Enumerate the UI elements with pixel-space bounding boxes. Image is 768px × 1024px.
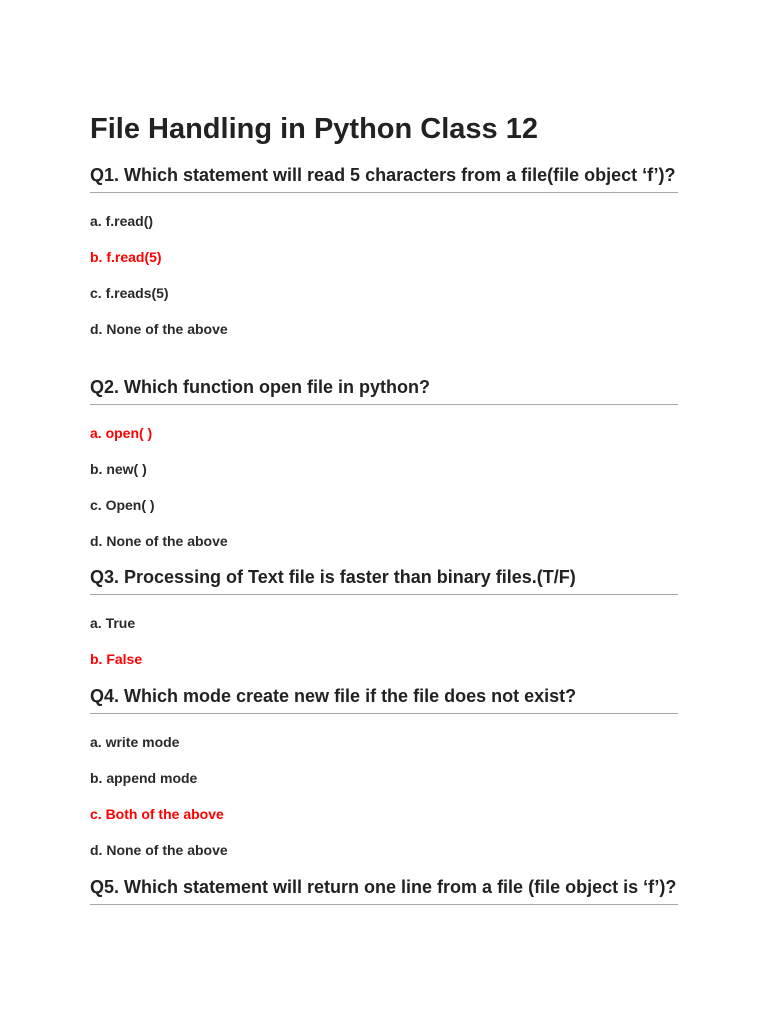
page-title: File Handling in Python Class 12	[90, 113, 538, 145]
option-list	[90, 614, 678, 668]
question-3	[90, 566, 678, 668]
option-correct: b. False	[90, 651, 143, 667]
option: d. None of the above	[90, 533, 228, 549]
option: a. f.read()	[90, 213, 154, 229]
option: d. None of the above	[90, 321, 228, 337]
question-text: Q3. Processing of Text file is faster than binary files.(T/F)	[90, 566, 678, 595]
option: d. None of the above	[90, 842, 228, 858]
option: a. write mode	[90, 734, 180, 750]
question-5	[90, 876, 678, 905]
option-list	[90, 733, 678, 859]
option-correct: a. open( )	[90, 425, 153, 441]
option: c. Open( )	[90, 497, 155, 513]
question-text: Q2. Which function open file in python?	[90, 376, 678, 405]
question-text: Q4. Which mode create new file if the file does not exist?	[90, 685, 678, 714]
option-correct: b. f.read(5)	[90, 249, 162, 265]
question-text: Q5. Which statement will return one line from a file (file object is ‘f’)?	[90, 876, 678, 905]
question-4	[90, 685, 678, 859]
question-1	[90, 164, 678, 338]
option-correct: c. Both of the above	[90, 806, 224, 822]
question-2	[90, 376, 678, 550]
option-list	[90, 424, 678, 550]
option: b. new( )	[90, 461, 147, 477]
option: a. True	[90, 615, 136, 631]
option: c. f.reads(5)	[90, 285, 169, 301]
question-text: Q1. Which statement will read 5 characters from a file(file object ‘f’)?	[90, 164, 678, 193]
option: b. append mode	[90, 770, 198, 786]
option-list	[90, 212, 678, 338]
